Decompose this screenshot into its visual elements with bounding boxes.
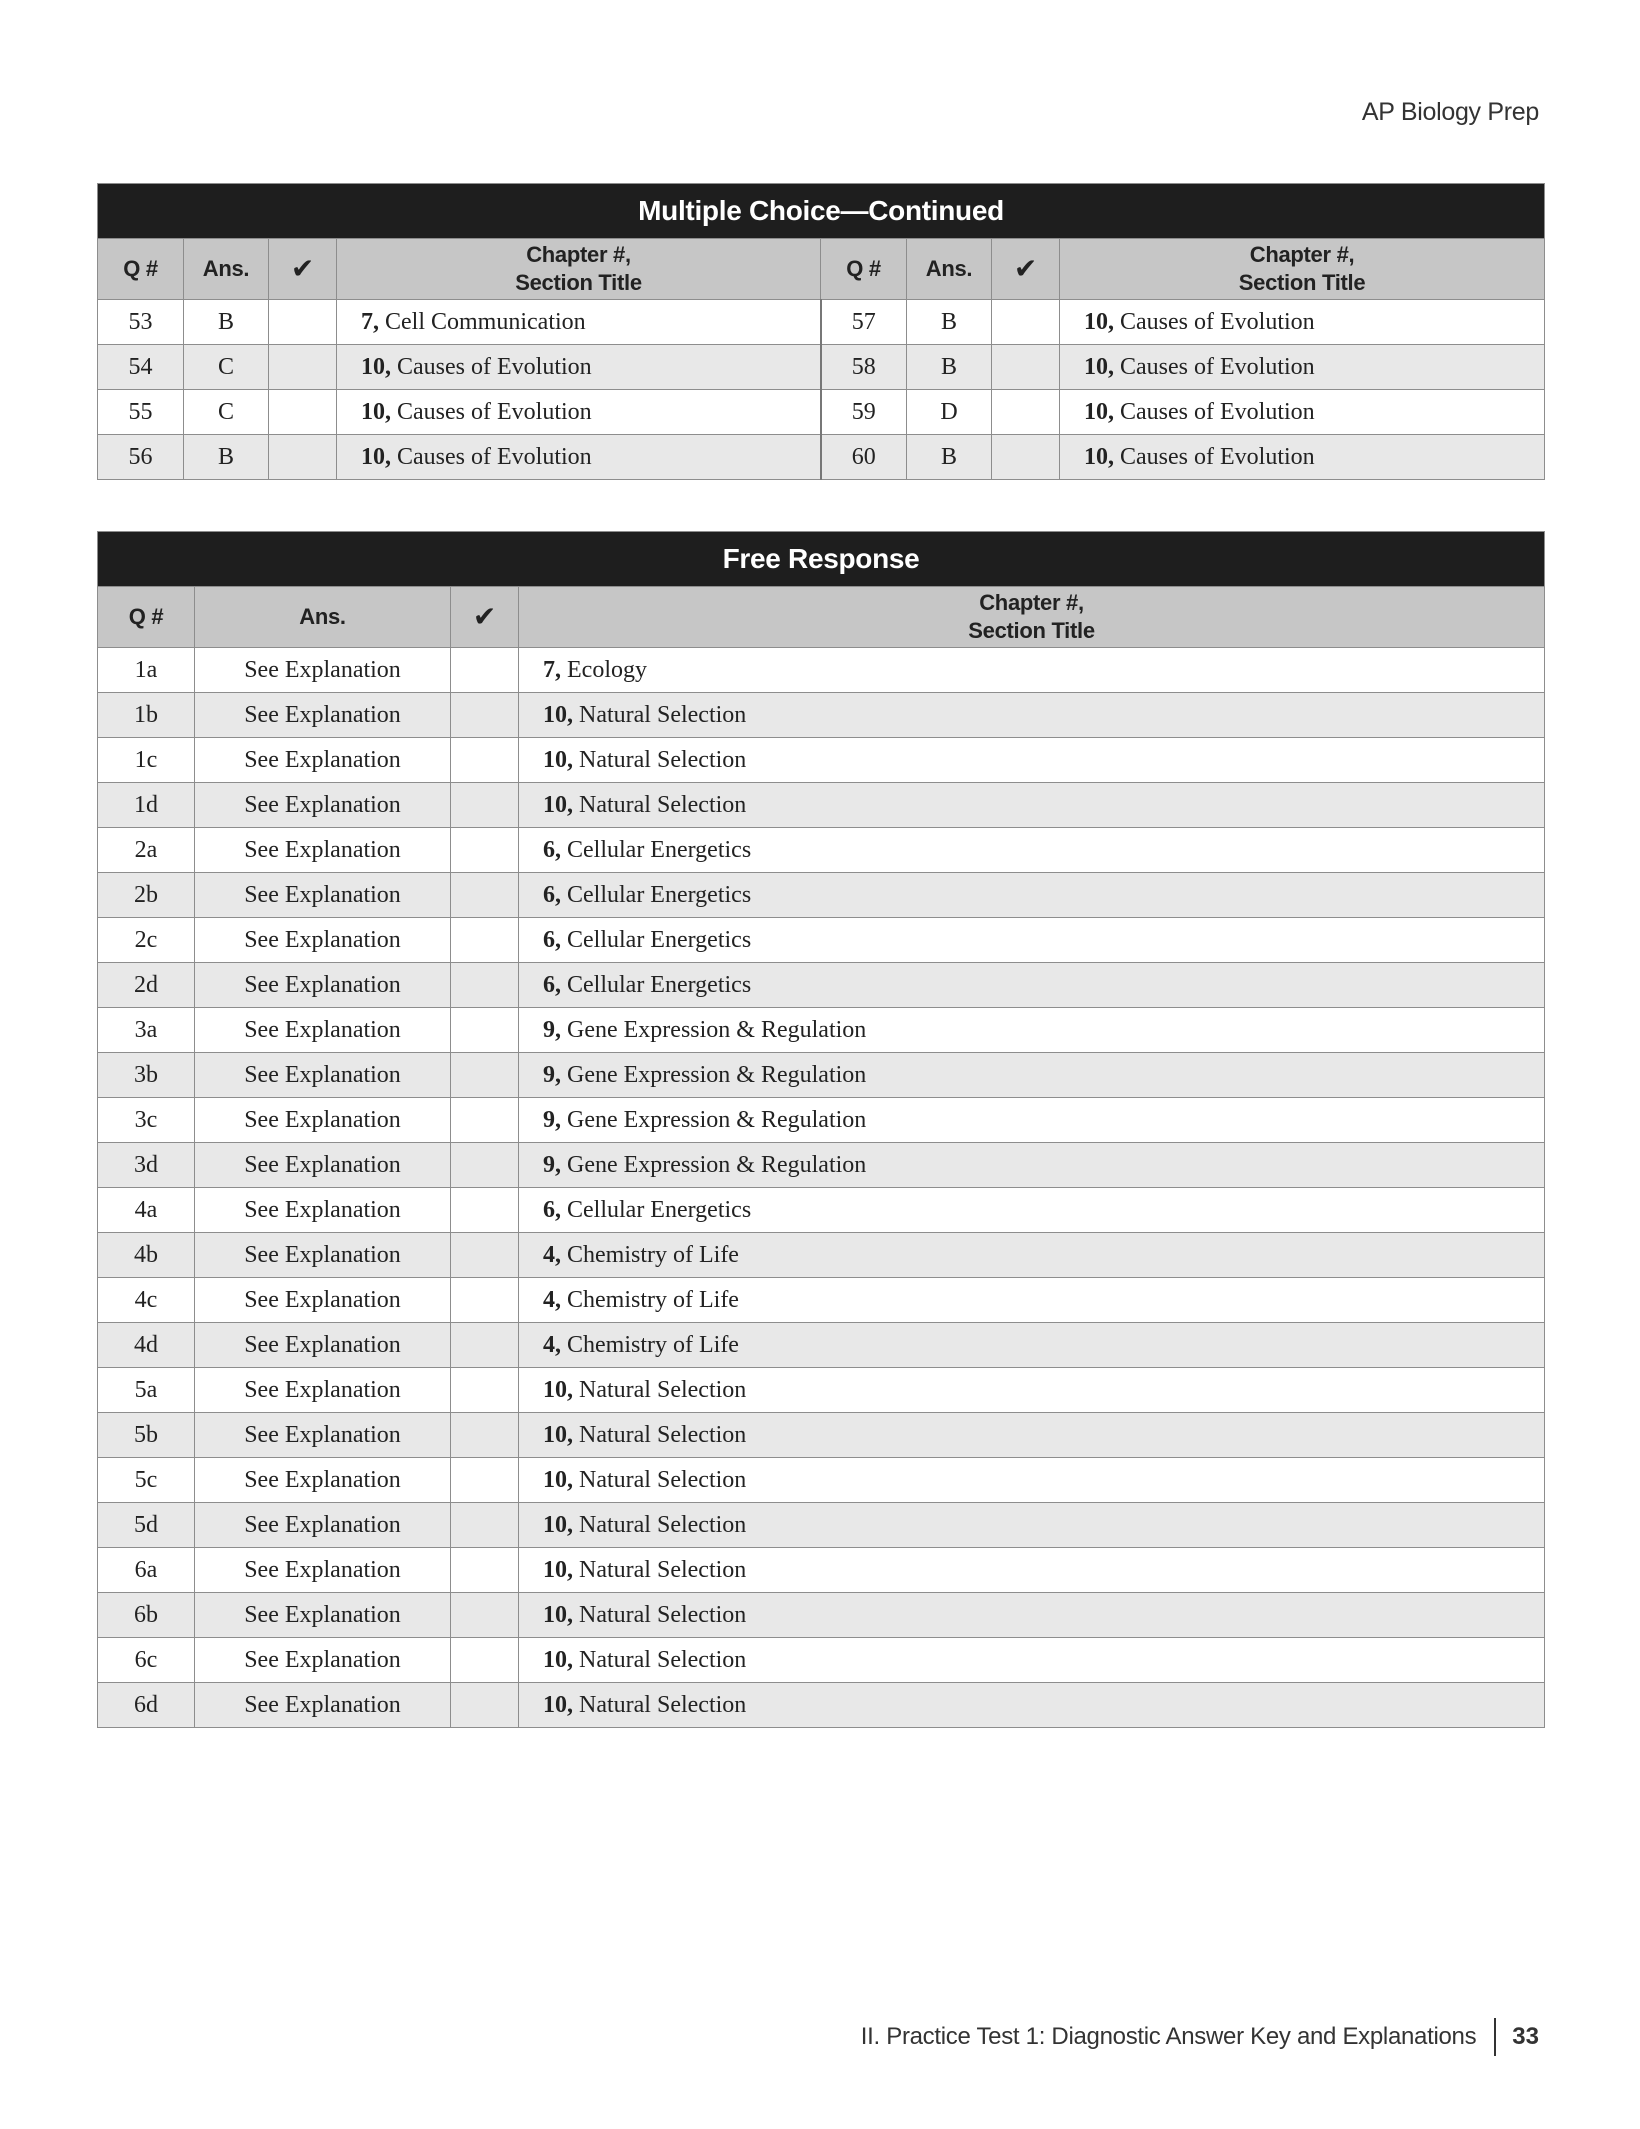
question-number: 1b [98, 693, 195, 738]
section-title: Natural Selection [579, 1601, 747, 1628]
chapter-number: 10, [543, 1556, 573, 1583]
section-title: Causes of Evolution [397, 443, 592, 470]
check-box[interactable] [992, 300, 1060, 345]
column-header-answer: Ans. [195, 587, 451, 648]
section-title: Natural Selection [579, 1421, 747, 1448]
chapter-section-cell [519, 1008, 1545, 1053]
answer-value: See Explanation [195, 918, 451, 963]
answer-value: C [184, 345, 269, 390]
table-row [98, 300, 1545, 345]
chapter-number: 4, [543, 1331, 561, 1358]
chapter-number: 10, [1084, 443, 1114, 470]
section-title: Ecology [567, 656, 647, 683]
section-title: Natural Selection [579, 1466, 747, 1493]
table-row [98, 1458, 1545, 1503]
chapter-number: 7, [361, 308, 379, 335]
column-header-check-icon: ✔ [992, 239, 1060, 300]
chapter-number: 10, [361, 398, 391, 425]
table-row [98, 1323, 1545, 1368]
answer-value: B [907, 435, 992, 480]
question-number: 4c [98, 1278, 195, 1323]
section-title: Natural Selection [579, 746, 747, 773]
check-box[interactable] [451, 873, 519, 918]
chapter-number: 10, [543, 1376, 573, 1403]
check-box[interactable] [992, 390, 1060, 435]
question-number: 59 [821, 390, 907, 435]
answer-value: D [907, 390, 992, 435]
answer-value: See Explanation [195, 783, 451, 828]
chapter-section-cell [1060, 300, 1545, 345]
chapter-number: 10, [1084, 398, 1114, 425]
answer-value: See Explanation [195, 828, 451, 873]
section-title: Natural Selection [579, 701, 747, 728]
question-number: 53 [98, 300, 184, 345]
section-title: Causes of Evolution [397, 353, 592, 380]
table-row [98, 1098, 1545, 1143]
answer-value: See Explanation [195, 1143, 451, 1188]
check-box[interactable] [451, 1638, 519, 1683]
section-title: Gene Expression & Regulation [567, 1016, 867, 1043]
chapter-header-line1: Chapter #, [526, 242, 631, 267]
check-box[interactable] [269, 300, 337, 345]
check-box[interactable] [992, 345, 1060, 390]
question-number: 5b [98, 1413, 195, 1458]
chapter-section-cell [519, 648, 1545, 693]
check-box[interactable] [992, 435, 1060, 480]
question-number: 5d [98, 1503, 195, 1548]
chapter-number: 10, [543, 1466, 573, 1493]
chapter-header-line2: Section Title [1238, 270, 1366, 295]
table-row [98, 1008, 1545, 1053]
chapter-number: 10, [543, 1646, 573, 1673]
table-row [98, 1683, 1545, 1728]
chapter-number: 9, [543, 1106, 561, 1133]
section-title: Causes of Evolution [1120, 308, 1315, 335]
chapter-section-cell [337, 345, 821, 390]
table-row [98, 390, 1545, 435]
check-box[interactable] [451, 1368, 519, 1413]
check-box[interactable] [451, 1683, 519, 1728]
table-row [98, 435, 1545, 480]
table-row [98, 693, 1545, 738]
check-box[interactable] [451, 693, 519, 738]
running-header: AP Biology Prep [1361, 98, 1539, 126]
check-box[interactable] [451, 1323, 519, 1368]
section-title: Causes of Evolution [1120, 443, 1315, 470]
chapter-section-cell [519, 1503, 1545, 1548]
column-header-answer: Ans. [907, 239, 992, 300]
check-box[interactable] [451, 1053, 519, 1098]
check-box[interactable] [451, 1413, 519, 1458]
question-number: 3a [98, 1008, 195, 1053]
answer-value: See Explanation [195, 693, 451, 738]
question-number: 4a [98, 1188, 195, 1233]
chapter-section-cell [519, 1593, 1545, 1638]
column-header-question: Q # [821, 239, 907, 300]
chapter-section-cell [519, 1188, 1545, 1233]
multiple-choice-table [97, 183, 1545, 480]
table-title: Free Response [98, 532, 1545, 587]
column-header-question: Q # [98, 239, 184, 300]
chapter-number: 6, [543, 1196, 561, 1223]
check-box[interactable] [451, 738, 519, 783]
chapter-section-cell [519, 1053, 1545, 1098]
chapter-section-cell [519, 1638, 1545, 1683]
question-number: 5a [98, 1368, 195, 1413]
section-title: Cell Communication [385, 308, 586, 335]
check-box[interactable] [451, 648, 519, 693]
chapter-section-cell [337, 435, 821, 480]
section-title: Cellular Energetics [567, 881, 752, 908]
page-number: 33 [1512, 2023, 1539, 2050]
section-title: Natural Selection [579, 1691, 747, 1718]
chapter-header-line2: Section Title [968, 618, 1095, 643]
table-row [98, 1593, 1545, 1638]
chapter-number: 10, [543, 1421, 573, 1448]
answer-value: See Explanation [195, 1098, 451, 1143]
answer-value: See Explanation [195, 1278, 451, 1323]
table-row [98, 738, 1545, 783]
question-number: 6d [98, 1683, 195, 1728]
section-title: Gene Expression & Regulation [567, 1106, 867, 1133]
answer-value: See Explanation [195, 1368, 451, 1413]
answer-value: See Explanation [195, 738, 451, 783]
answer-value: See Explanation [195, 1323, 451, 1368]
chapter-section-cell [519, 873, 1545, 918]
column-header-answer: Ans. [184, 239, 269, 300]
chapter-header-line2: Section Title [515, 270, 642, 295]
chapter-number: 10, [543, 1601, 573, 1628]
chapter-number: 6, [543, 836, 561, 863]
table-row [98, 1188, 1545, 1233]
question-number: 2b [98, 873, 195, 918]
chapter-number: 4, [543, 1241, 561, 1268]
chapter-section-cell [519, 828, 1545, 873]
section-title: Causes of Evolution [1120, 353, 1315, 380]
section-title: Natural Selection [579, 791, 747, 818]
section-title: Gene Expression & Regulation [567, 1061, 867, 1088]
answer-value: B [184, 435, 269, 480]
column-header-chapter [337, 239, 821, 300]
chapter-section-cell [519, 1098, 1545, 1143]
check-box[interactable] [451, 1188, 519, 1233]
chapter-number: 10, [543, 1511, 573, 1538]
answer-value: See Explanation [195, 1053, 451, 1098]
chapter-section-cell [337, 300, 821, 345]
question-number: 54 [98, 345, 184, 390]
table-row [98, 1233, 1545, 1278]
footer-section-title: II. Practice Test 1: Diagnostic Answer Key and Explanations [860, 2023, 1477, 2050]
answer-value: See Explanation [195, 963, 451, 1008]
chapter-section-cell [337, 390, 821, 435]
check-box[interactable] [451, 1233, 519, 1278]
question-number: 6b [98, 1593, 195, 1638]
chapter-section-cell [1060, 345, 1545, 390]
chapter-section-cell [519, 963, 1545, 1008]
chapter-number: 10, [543, 701, 573, 728]
question-number: 3d [98, 1143, 195, 1188]
answer-value: See Explanation [195, 648, 451, 693]
question-number: 1a [98, 648, 195, 693]
chapter-section-cell [519, 918, 1545, 963]
question-number: 2d [98, 963, 195, 1008]
question-number: 5c [98, 1458, 195, 1503]
question-number: 4d [98, 1323, 195, 1368]
check-box[interactable] [269, 345, 337, 390]
section-title: Natural Selection [579, 1646, 747, 1673]
section-title: Chemistry of Life [567, 1286, 739, 1313]
table-row [98, 345, 1545, 390]
answer-value: See Explanation [195, 1458, 451, 1503]
chapter-section-cell [519, 1368, 1545, 1413]
chapter-number: 4, [543, 1286, 561, 1313]
column-header-question: Q # [98, 587, 195, 648]
section-title: Causes of Evolution [1120, 398, 1315, 425]
chapter-section-cell [519, 1278, 1545, 1323]
section-title: Cellular Energetics [567, 1196, 752, 1223]
section-title: Chemistry of Life [567, 1241, 739, 1268]
chapter-section-cell [519, 1683, 1545, 1728]
chapter-section-cell [519, 1143, 1545, 1188]
answer-value: See Explanation [195, 1008, 451, 1053]
table-row [98, 1548, 1545, 1593]
chapter-section-cell [519, 738, 1545, 783]
question-number: 58 [821, 345, 907, 390]
chapter-section-cell [519, 1413, 1545, 1458]
question-number: 60 [821, 435, 907, 480]
question-number: 1c [98, 738, 195, 783]
answer-value: See Explanation [195, 873, 451, 918]
answer-value: See Explanation [195, 1413, 451, 1458]
chapter-section-cell [519, 1458, 1545, 1503]
table-row [98, 783, 1545, 828]
check-box[interactable] [451, 1278, 519, 1323]
question-number: 55 [98, 390, 184, 435]
answer-value: See Explanation [195, 1683, 451, 1728]
chapter-number: 10, [361, 353, 391, 380]
chapter-number: 10, [1084, 353, 1114, 380]
check-box[interactable] [451, 1143, 519, 1188]
check-box[interactable] [451, 783, 519, 828]
question-number: 6a [98, 1548, 195, 1593]
section-title: Gene Expression & Regulation [567, 1151, 867, 1178]
section-title: Natural Selection [579, 1556, 747, 1583]
question-number: 3c [98, 1098, 195, 1143]
section-title: Cellular Energetics [567, 926, 752, 953]
question-number: 6c [98, 1638, 195, 1683]
column-header-chapter [519, 587, 1545, 648]
chapter-number: 6, [543, 926, 561, 953]
section-title: Chemistry of Life [567, 1331, 739, 1358]
check-box[interactable] [269, 390, 337, 435]
table-row [98, 1368, 1545, 1413]
check-box[interactable] [269, 435, 337, 480]
answer-value: See Explanation [195, 1593, 451, 1638]
check-box[interactable] [451, 1593, 519, 1638]
answer-value: B [184, 300, 269, 345]
chapter-section-cell [1060, 435, 1545, 480]
chapter-header-line1: Chapter #, [979, 590, 1084, 615]
table-row [98, 648, 1545, 693]
footer-divider [1494, 2018, 1496, 2056]
chapter-section-cell [519, 1548, 1545, 1593]
chapter-number: 10, [361, 443, 391, 470]
check-box[interactable] [451, 1548, 519, 1593]
page-footer [861, 2018, 1539, 2056]
question-number: 3b [98, 1053, 195, 1098]
table-row [98, 828, 1545, 873]
check-box[interactable] [451, 1008, 519, 1053]
chapter-number: 9, [543, 1151, 561, 1178]
chapter-number: 10, [543, 746, 573, 773]
chapter-number: 10, [543, 1691, 573, 1718]
check-box[interactable] [451, 963, 519, 1008]
chapter-number: 7, [543, 656, 561, 683]
table-row [98, 1053, 1545, 1098]
section-title: Cellular Energetics [567, 971, 752, 998]
section-title: Natural Selection [579, 1511, 747, 1538]
question-number: 2c [98, 918, 195, 963]
check-box[interactable] [451, 828, 519, 873]
table-row [98, 1503, 1545, 1548]
answer-value: B [907, 300, 992, 345]
section-title: Cellular Energetics [567, 836, 752, 863]
answer-value: See Explanation [195, 1188, 451, 1233]
answer-value: C [184, 390, 269, 435]
free-response-table [97, 531, 1545, 1728]
column-header-check-icon: ✔ [451, 587, 519, 648]
answer-value: See Explanation [195, 1503, 451, 1548]
chapter-number: 6, [543, 881, 561, 908]
section-title: Causes of Evolution [397, 398, 592, 425]
table-row [98, 963, 1545, 1008]
chapter-number: 9, [543, 1016, 561, 1043]
chapter-number: 9, [543, 1061, 561, 1088]
table-row [98, 1413, 1545, 1458]
answer-value: See Explanation [195, 1638, 451, 1683]
table-row [98, 1143, 1545, 1188]
table-row [98, 873, 1545, 918]
chapter-section-cell [519, 693, 1545, 738]
chapter-section-cell [519, 1233, 1545, 1278]
column-header-chapter [1060, 239, 1545, 300]
check-box[interactable] [451, 1458, 519, 1503]
chapter-section-cell [519, 783, 1545, 828]
chapter-number: 6, [543, 971, 561, 998]
table-row [98, 1278, 1545, 1323]
column-header-check-icon: ✔ [269, 239, 337, 300]
question-number: 57 [821, 300, 907, 345]
answer-value: B [907, 345, 992, 390]
check-box[interactable] [451, 1503, 519, 1548]
question-number: 56 [98, 435, 184, 480]
check-box[interactable] [451, 918, 519, 963]
table-row [98, 918, 1545, 963]
table-title: Multiple Choice—Continued [98, 184, 1545, 239]
section-title: Natural Selection [579, 1376, 747, 1403]
question-number: 4b [98, 1233, 195, 1278]
table-row [98, 1638, 1545, 1683]
question-number: 2a [98, 828, 195, 873]
chapter-section-cell [519, 1323, 1545, 1368]
answer-value: See Explanation [195, 1233, 451, 1278]
check-box[interactable] [451, 1098, 519, 1143]
question-number: 1d [98, 783, 195, 828]
answer-value: See Explanation [195, 1548, 451, 1593]
chapter-section-cell [1060, 390, 1545, 435]
chapter-number: 10, [543, 791, 573, 818]
chapter-header-line1: Chapter #, [1249, 242, 1355, 267]
chapter-number: 10, [1084, 308, 1114, 335]
